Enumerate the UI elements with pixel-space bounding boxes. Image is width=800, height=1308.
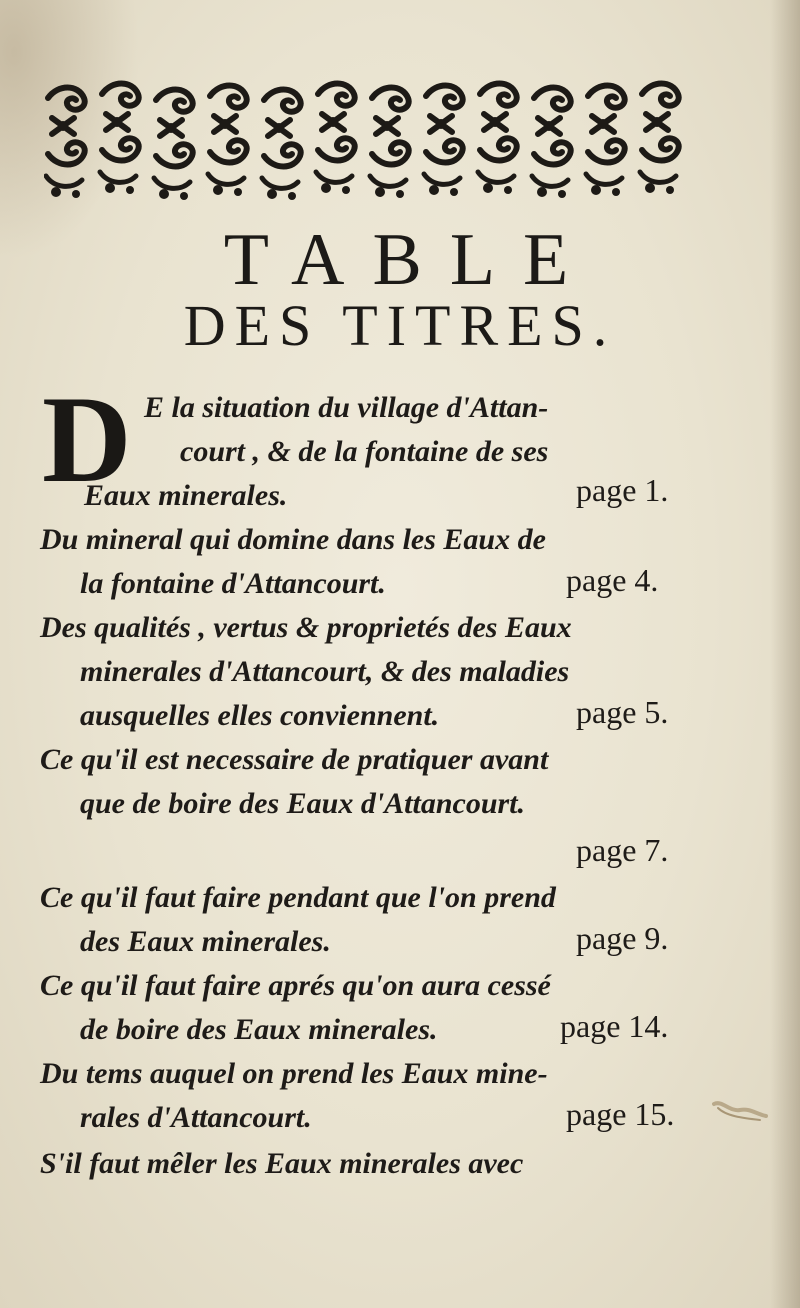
page-subtitle [0,292,800,359]
toc-line: Du tems auquel on prend les Eaux mine- [40,1057,548,1090]
page-edge-shadow [770,0,800,1308]
page-reference: page 15. [566,1096,675,1132]
page-reference: page 1. [576,472,669,508]
toc-line: la fontaine d'Attancourt. [80,567,386,600]
toc-line: Ce qu'il est necessaire de pratiquer avant [40,743,549,776]
toc-line: minerales d'Attancourt, & des maladies [80,655,570,688]
toc-line: court , & de la fontaine de ses [180,435,549,468]
subtitle-word-titres: TITRES. [342,293,617,358]
toc-line: des Eaux minerales. [80,925,331,958]
paper-tear-mark [712,1098,768,1124]
page-title: TABLE [223,219,597,301]
subtitle-word-des: DES [183,293,321,358]
page-reference: page 14. [560,1008,669,1044]
toc-line: rales d'Attancourt. [80,1101,312,1134]
toc-line: S'il faut mêler les Eaux minerales avec [40,1147,524,1180]
page-reference: page 7. [576,832,669,868]
drop-cap-initial: D [42,371,132,508]
toc-line: Ce qu'il faut faire pendant que l'on prend [40,881,556,914]
fleuron-headpiece [44,80,690,200]
toc-line: de boire des Eaux minerales. [80,1013,438,1046]
toc-line: Du mineral qui domine dans les Eaux de [40,523,546,556]
page-reference: page 5. [576,694,669,730]
toc-line: ausquelles elles conviennent. [80,699,440,732]
toc-line: E la situation du village d'Attan- [144,391,549,424]
page-reference: page 4. [566,562,659,598]
page-reference: page 9. [576,920,669,956]
toc-line: que de boire des Eaux d'Attancourt. [80,787,526,820]
toc-line: Ce qu'il faut faire aprés qu'on aura cessé [40,969,551,1002]
toc-line: Des qualités , vertus & proprietés des Eaux [40,611,572,644]
toc-line: Eaux minerales. [84,479,288,512]
